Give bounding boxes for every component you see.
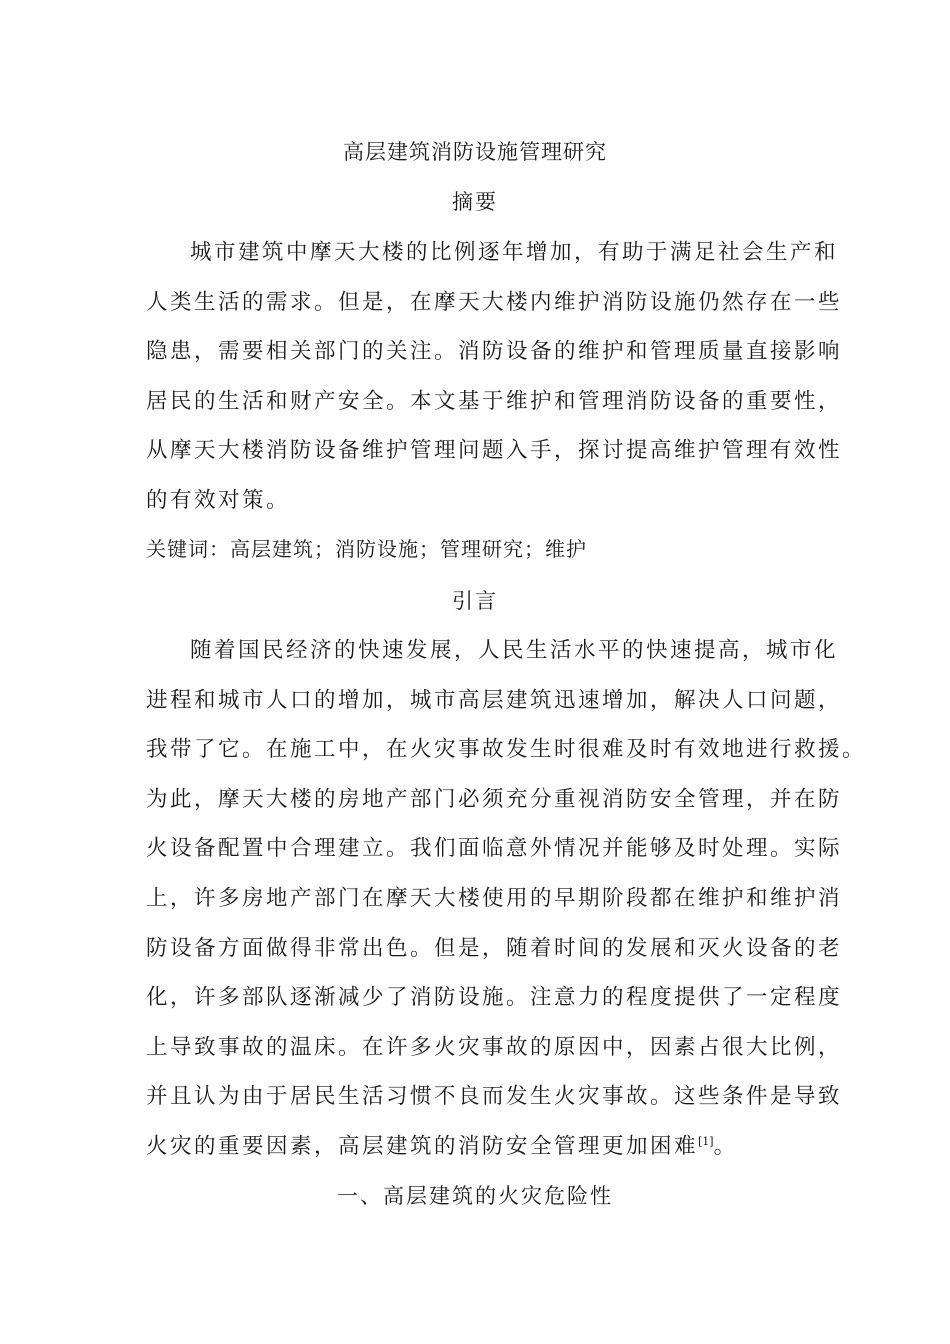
intro-heading: 引言 — [452, 589, 498, 613]
intro-line: 随着国民经济的快速发展，人民生活水平的快速提高，城市化 — [190, 638, 839, 663]
intro-line: 化，许多部队逐渐减少了消防设施。注意力的程度提供了一定程度 — [146, 985, 843, 1011]
abstract-line: 隐患，需要相关部门的关注。消防设备的维护和管理质量直接影响 — [146, 339, 843, 365]
abstract-line: 居民的生活和财产安全。本文基于维护和管理消防设备的重要性， — [146, 388, 843, 414]
document-title: 高层建筑消防设施管理研究 — [343, 140, 607, 164]
intro-line: 我带了它。在施工中，在火灾事故发生时很难及时有效地进行救援。 — [146, 737, 867, 763]
intro-end-punct: 。 — [713, 1133, 738, 1159]
intro-line: 进程和城市人口的增加，城市高层建筑迅速增加，解决人口问题， — [146, 687, 843, 713]
keywords-line: 关键词：高层建筑；消防设施；管理研究；维护 — [146, 537, 587, 561]
intro-line: 上导致事故的温床。在许多火灾事故的原因中，因素占很大比例， — [146, 1034, 843, 1060]
abstract-line: 城市建筑中摩天大楼的比例逐年增加，有助于满足社会生产和 — [190, 240, 839, 265]
intro-last-line — [146, 1122, 822, 1172]
intro-line: 火设备配置中合理建立。我们面临意外情况并能够及时处理。实际 — [146, 836, 843, 862]
intro-line: 防设备方面做得非常出色。但是，随着时间的发展和灭火设备的老 — [146, 935, 843, 961]
abstract-heading: 摘要 — [452, 190, 498, 214]
abstract-paragraph — [146, 228, 843, 526]
intro-line-text: 火灾的重要因素，高层建筑的消防安全管理更加困难 — [146, 1133, 699, 1159]
abstract-line: 从摩天大楼消防设备维护管理问题入手，探讨提高维护管理有效性 — [146, 438, 843, 464]
abstract-line: 的有效对策。 — [146, 487, 291, 513]
intro-line: 上，许多房地产部门在摩天大楼使用的早期阶段都在维护和维护消 — [146, 885, 843, 911]
abstract-line: 人类生活的需求。但是，在摩天大楼内维护消防设施仍然存在一些 — [146, 289, 843, 315]
citation-ref[interactable]: [1] — [698, 1134, 714, 1148]
intro-paragraph — [146, 626, 867, 1172]
intro-line: 为此，摩天大楼的房地产部门必须充分重视消防安全管理，并在防 — [146, 786, 843, 812]
intro-line: 并且认为由于居民生活习惯不良而发生火灾事故。这些条件是导致 — [146, 1084, 843, 1110]
section-1-heading: 一、高层建筑的火灾危险性 — [337, 1184, 613, 1208]
